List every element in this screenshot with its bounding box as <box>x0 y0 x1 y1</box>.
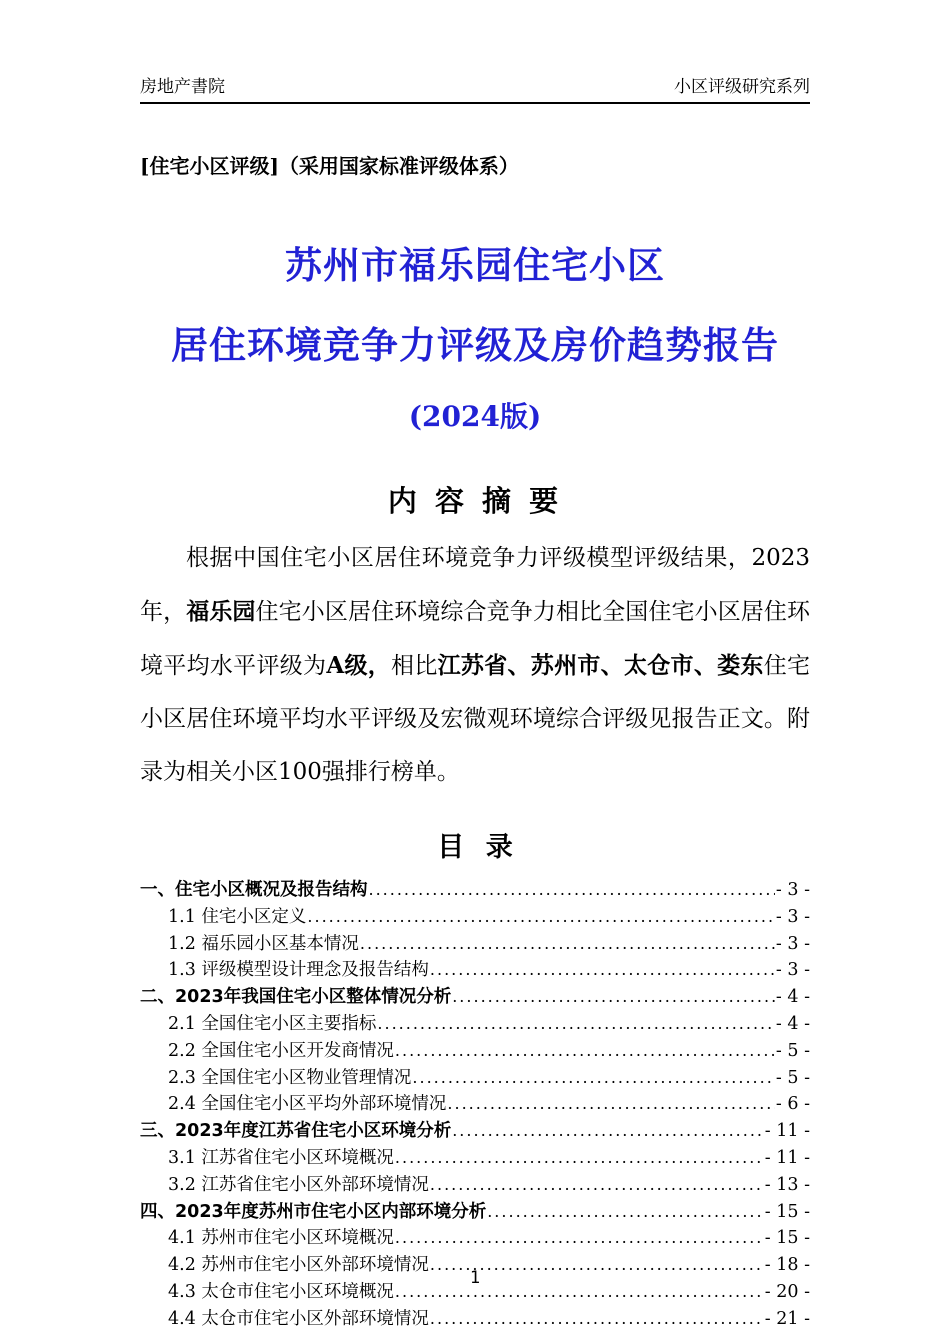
toc-entry-page: - 3 - <box>775 960 810 981</box>
toc-entry-label: 2.1 全国住宅小区主要指标 <box>168 1013 377 1034</box>
toc-dot-leader <box>307 904 775 931</box>
toc-entry[interactable] <box>140 1306 810 1333</box>
toc-entry-page: - 5 - <box>775 1067 810 1088</box>
toc-dot-leader <box>430 1172 764 1199</box>
abstract-text-segment: 根据中国住宅小区居住环境竞争力评级模型评级结果，2023年， <box>140 545 810 625</box>
toc-entry-label: 2.3 全国住宅小区物业管理情况 <box>168 1067 412 1088</box>
toc-dot-leader <box>377 1011 775 1038</box>
toc-entry[interactable] <box>140 1065 810 1092</box>
report-edition: (2024版) <box>408 400 542 433</box>
toc-entry-label: 三、2023年度江苏省住宅小区环境分析 <box>140 1121 452 1142</box>
toc-entry-page: - 15 - <box>764 1201 810 1222</box>
toc-entry-page: - 6 - <box>775 1094 810 1115</box>
toc-entry-label: 3.1 江苏省住宅小区环境概况 <box>168 1147 394 1168</box>
header-right-text: 小区评级研究系列 <box>674 77 810 97</box>
page-number: 1 <box>469 1268 481 1288</box>
report-title-line2: 居住环境竞争力评级及房价趋势报告 <box>171 323 779 367</box>
toc-entry-page: - 20 - <box>764 1281 810 1302</box>
toc-entry-page: - 3 - <box>775 933 810 954</box>
abstract-text-segment: 住宅小区居住环境综合竞争力相比全国住宅小区居住环境平均水平评级为 <box>140 599 811 679</box>
abstract-text-segment: A级， <box>326 652 392 679</box>
toc-entry[interactable] <box>140 1172 810 1199</box>
toc-dot-leader <box>452 984 775 1011</box>
toc-dot-leader <box>412 1065 775 1092</box>
toc-entry-page: - 21 - <box>764 1308 810 1329</box>
toc-entry-label: 1.2 福乐园小区基本情况 <box>168 933 359 954</box>
toc-dot-leader <box>447 1091 775 1118</box>
toc-entry-label: 3.2 江苏省住宅小区外部环境情况 <box>168 1174 429 1195</box>
toc-entry-page: - 5 - <box>775 1040 810 1061</box>
toc-entry[interactable] <box>140 1091 810 1118</box>
toc-entry[interactable] <box>140 1038 810 1065</box>
toc-entry-page: - 4 - <box>775 1013 810 1034</box>
toc-entry[interactable] <box>140 984 810 1011</box>
toc-dot-leader <box>395 1225 764 1252</box>
toc-dot-leader <box>430 957 775 984</box>
toc-entry[interactable] <box>140 931 810 958</box>
toc-entry-label: 4.1 苏州市住宅小区环境概况 <box>168 1228 394 1249</box>
toc-entry[interactable] <box>140 1011 810 1038</box>
toc-entry-page: - 13 - <box>764 1174 810 1195</box>
toc-entry-label: 2.2 全国住宅小区开发商情况 <box>168 1040 394 1061</box>
toc-dot-leader <box>395 1038 775 1065</box>
toc-entry-page: - 18 - <box>764 1255 810 1276</box>
header-left-text: 房地产書院 <box>140 77 225 97</box>
toc-entry-label: 1.1 住宅小区定义 <box>168 906 307 927</box>
report-title <box>140 235 810 435</box>
toc-entry[interactable] <box>140 904 810 931</box>
toc-entry[interactable] <box>140 957 810 984</box>
toc-list <box>140 877 810 1333</box>
toc-entry-page: - 11 - <box>764 1121 810 1142</box>
toc-entry-label: 1.3 评级模型设计理念及报告结构 <box>168 960 429 981</box>
toc-entry-label: 2.4 全国住宅小区平均外部环境情况 <box>168 1094 447 1115</box>
toc-entry-page: - 11 - <box>764 1147 810 1168</box>
toc-entry-label: 4.3 太仓市住宅小区环境概况 <box>168 1281 394 1302</box>
toc-dot-leader <box>395 1145 764 1172</box>
toc-dot-leader <box>369 877 775 904</box>
abstract-text-segment: 江苏省、苏州市、太仓市、娄东 <box>437 652 764 679</box>
abstract-text-segment: 福乐园 <box>186 598 256 625</box>
toc-entry[interactable] <box>140 877 810 904</box>
abstract-text-segment: 住宅小区居住环境平均水平评级及宏微观环境综合评级见报告正文。附录为相关小区100强排行榜单。 <box>140 653 811 785</box>
toc-entry-page: - 4 - <box>775 987 810 1008</box>
toc-dot-leader <box>430 1306 764 1333</box>
rating-tagline: [住宅小区评级]（采用国家标准评级体系） <box>140 154 519 178</box>
toc-entry-page: - 15 - <box>764 1228 810 1249</box>
toc-entry-page: - 3 - <box>775 880 810 900</box>
toc-entry[interactable] <box>140 1145 810 1172</box>
toc-entry-label: 二、2023年我国住宅小区整体情况分析 <box>140 987 452 1008</box>
toc-entry-page: - 3 - <box>775 906 810 927</box>
toc-entry-label: 一、住宅小区概况及报告结构 <box>140 880 368 900</box>
toc-entry-label: 四、2023年度苏州市住宅小区内部环境分析 <box>140 1201 487 1222</box>
toc-dot-leader <box>452 1118 764 1145</box>
toc-entry-label: 4.4 太仓市住宅小区外部环境情况 <box>168 1308 429 1329</box>
toc-dot-leader <box>487 1199 764 1226</box>
abstract-text-segment: 相比 <box>391 653 438 679</box>
toc-entry-label: 4.2 苏州市住宅小区外部环境情况 <box>168 1255 429 1276</box>
abstract-heading: 内 容 摘 要 <box>387 484 563 518</box>
toc-entry[interactable] <box>140 1118 810 1145</box>
toc-entry[interactable] <box>140 1225 810 1252</box>
toc-entry[interactable] <box>140 1199 810 1226</box>
toc-heading: 目 录 <box>437 832 513 863</box>
toc-dot-leader <box>360 931 775 958</box>
report-title-line1: 苏州市福乐园住宅小区 <box>285 243 665 287</box>
page-header <box>140 0 810 104</box>
abstract-paragraph <box>140 532 810 799</box>
